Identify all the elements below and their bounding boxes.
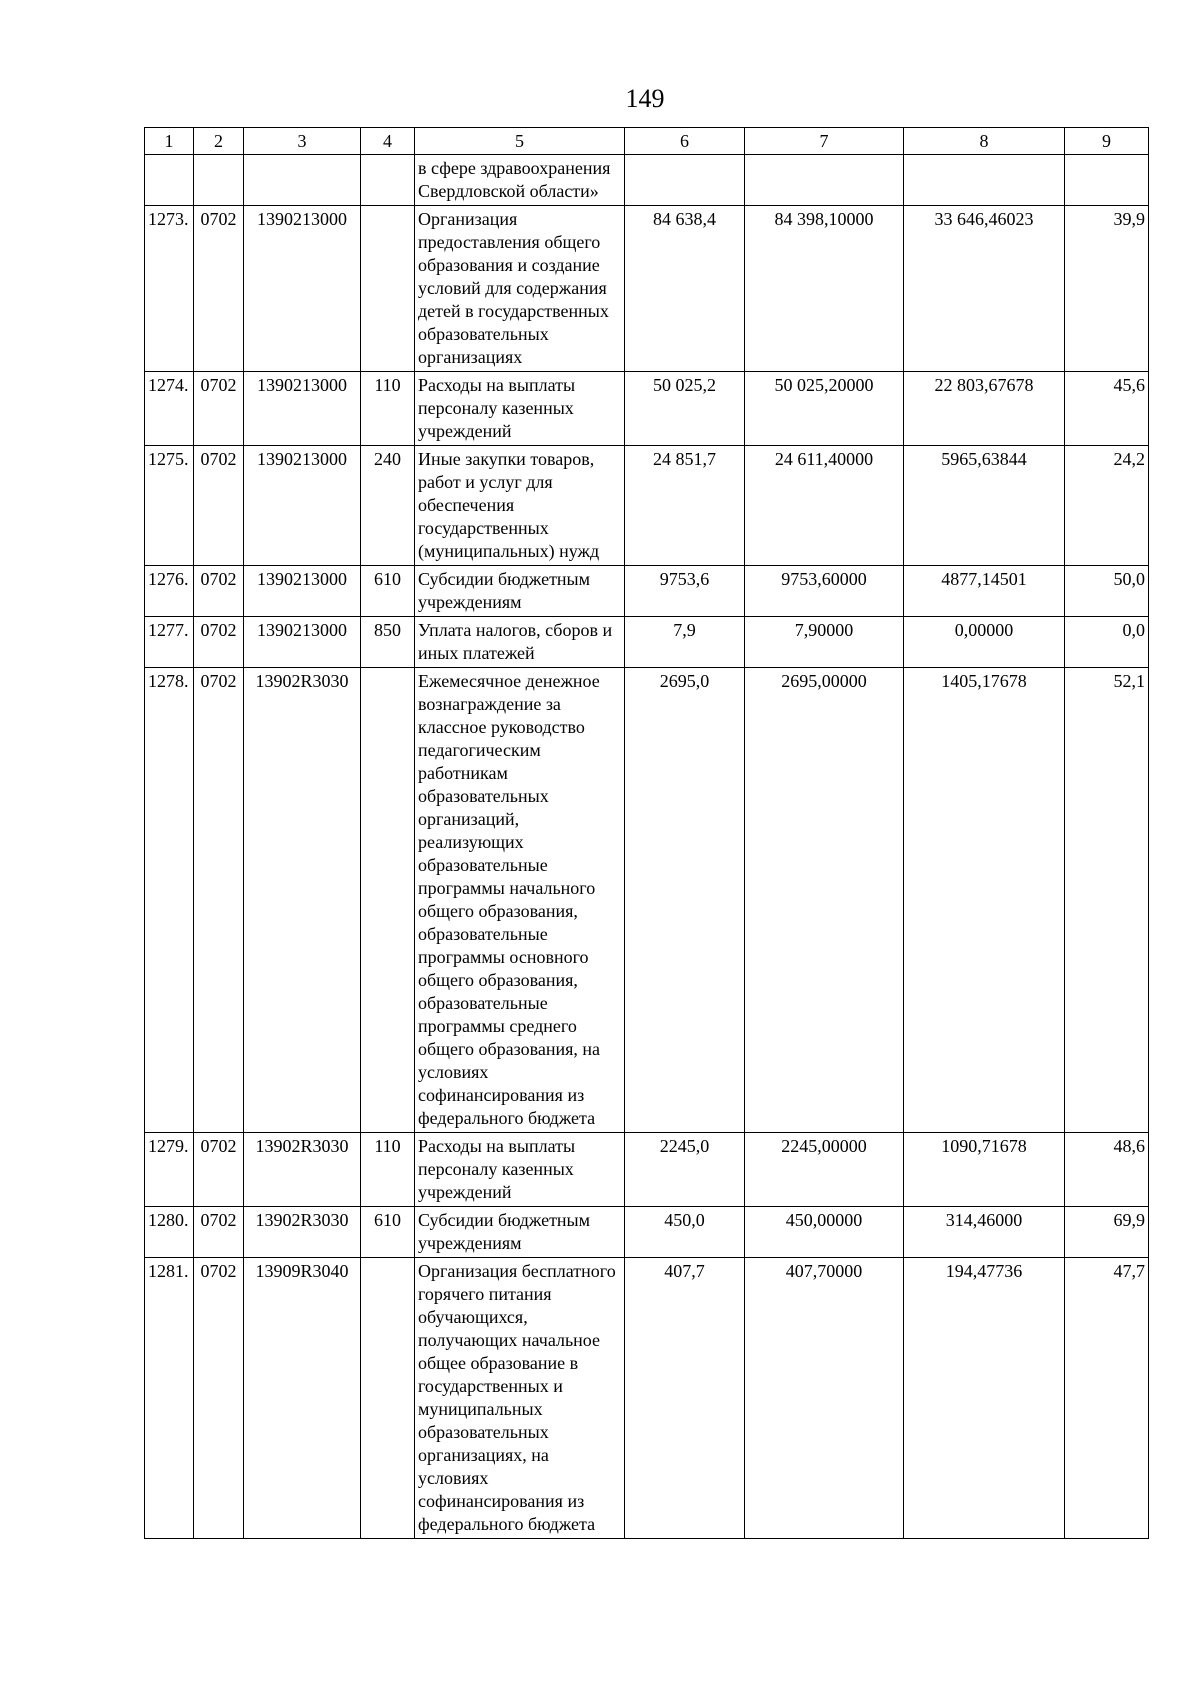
target-code: 13902R3030 xyxy=(244,668,361,1133)
header-cell: 1 xyxy=(145,128,194,155)
expense-type xyxy=(361,668,415,1133)
section-code: 0702 xyxy=(194,566,244,617)
percent: 39,9 xyxy=(1065,206,1149,372)
page-number: 149 xyxy=(625,84,665,113)
value-8: 5965,63844 xyxy=(904,446,1065,566)
expense-type: 610 xyxy=(361,1207,415,1258)
section-code: 0702 xyxy=(194,1258,244,1539)
percent: 0,0 xyxy=(1065,617,1149,668)
percent xyxy=(1065,155,1149,206)
target-code: 13902R3030 xyxy=(244,1133,361,1207)
target-code: 1390213000 xyxy=(244,446,361,566)
table-row xyxy=(145,1133,1149,1207)
expense-type xyxy=(361,1258,415,1539)
table-row xyxy=(145,446,1149,566)
percent: 52,1 xyxy=(1065,668,1149,1133)
value-7: 2695,00000 xyxy=(745,668,904,1133)
description: Иные закупки товаров, работ и услуг для обеспечения государственных (муниципальных) нужд xyxy=(415,446,625,566)
value-6: 407,7 xyxy=(625,1258,745,1539)
header-cell: 6 xyxy=(625,128,745,155)
table-row xyxy=(145,372,1149,446)
description: Организация бесплатного горячего питания обучающихся, получающих начальное общее образование в государственных и муниципальных образовательных организациях, на условиях софинансирования из федерального бюджета xyxy=(415,1258,625,1539)
value-6: 9753,6 xyxy=(625,566,745,617)
expense-type xyxy=(361,155,415,206)
value-8: 4877,14501 xyxy=(904,566,1065,617)
header-cell: 5 xyxy=(415,128,625,155)
table-row xyxy=(145,668,1149,1133)
expense-type xyxy=(361,206,415,372)
expense-type: 110 xyxy=(361,372,415,446)
description: Организация предоставления общего образования и создание условий для содержания детей в государственных образовательных организациях xyxy=(415,206,625,372)
value-8: 1090,71678 xyxy=(904,1133,1065,1207)
value-8: 0,00000 xyxy=(904,617,1065,668)
section-code: 0702 xyxy=(194,668,244,1133)
value-8: 22 803,67678 xyxy=(904,372,1065,446)
expense-type: 240 xyxy=(361,446,415,566)
target-code: 1390213000 xyxy=(244,372,361,446)
description: Уплата налогов, сборов и иных платежей xyxy=(415,617,625,668)
table-row xyxy=(145,1258,1149,1539)
value-6: 50 025,2 xyxy=(625,372,745,446)
value-8: 1405,17678 xyxy=(904,668,1065,1133)
header-cell: 9 xyxy=(1065,128,1149,155)
section-code: 0702 xyxy=(194,1133,244,1207)
target-code: 13909R3040 xyxy=(244,1258,361,1539)
value-7 xyxy=(745,155,904,206)
section-code: 0702 xyxy=(194,206,244,372)
value-8: 33 646,46023 xyxy=(904,206,1065,372)
table-row xyxy=(145,566,1149,617)
value-6 xyxy=(625,155,745,206)
header-cell: 3 xyxy=(244,128,361,155)
row-number: 1278. xyxy=(145,668,194,1133)
section-code: 0702 xyxy=(194,1207,244,1258)
value-6: 450,0 xyxy=(625,1207,745,1258)
header-row xyxy=(145,128,1149,155)
percent: 45,6 xyxy=(1065,372,1149,446)
percent: 47,7 xyxy=(1065,1258,1149,1539)
target-code: 1390213000 xyxy=(244,566,361,617)
section-code: 0702 xyxy=(194,372,244,446)
description: Ежемесячное денежное вознаграждение за классное руководство педагогическим работникам образовательных организаций, реализующих образовательные программы начального общего образования, образовательные программы основного общего образования, образовательные программы среднего общего образования, на условиях софинансирования из федерального бюджета xyxy=(415,668,625,1133)
value-7: 50 025,20000 xyxy=(745,372,904,446)
expense-type: 110 xyxy=(361,1133,415,1207)
target-code: 1390213000 xyxy=(244,206,361,372)
percent: 24,2 xyxy=(1065,446,1149,566)
value-7: 407,70000 xyxy=(745,1258,904,1539)
description: Расходы на выплаты персоналу казенных учреждений xyxy=(415,1133,625,1207)
description: Субсидии бюджетным учреждениям xyxy=(415,1207,625,1258)
table-row xyxy=(145,155,1149,206)
row-number: 1281. xyxy=(145,1258,194,1539)
header-cell: 4 xyxy=(361,128,415,155)
row-number: 1273. xyxy=(145,206,194,372)
header-cell: 7 xyxy=(745,128,904,155)
percent: 69,9 xyxy=(1065,1207,1149,1258)
description: Расходы на выплаты персоналу казенных учреждений xyxy=(415,372,625,446)
expense-type: 610 xyxy=(361,566,415,617)
table-row xyxy=(145,206,1149,372)
value-6: 2245,0 xyxy=(625,1133,745,1207)
value-8: 194,47736 xyxy=(904,1258,1065,1539)
section-code xyxy=(194,155,244,206)
value-7: 24 611,40000 xyxy=(745,446,904,566)
row-number: 1276. xyxy=(145,566,194,617)
target-code: 1390213000 xyxy=(244,617,361,668)
row-number: 1275. xyxy=(145,446,194,566)
value-7: 9753,60000 xyxy=(745,566,904,617)
target-code xyxy=(244,155,361,206)
value-8 xyxy=(904,155,1065,206)
value-7: 84 398,10000 xyxy=(745,206,904,372)
value-7: 450,00000 xyxy=(745,1207,904,1258)
percent: 48,6 xyxy=(1065,1133,1149,1207)
description: в сфере здравоохранения Свердловской области» xyxy=(415,155,625,206)
percent: 50,0 xyxy=(1065,566,1149,617)
value-7: 7,90000 xyxy=(745,617,904,668)
value-7: 2245,00000 xyxy=(745,1133,904,1207)
description: Субсидии бюджетным учреждениям xyxy=(415,566,625,617)
value-8: 314,46000 xyxy=(904,1207,1065,1258)
value-6: 7,9 xyxy=(625,617,745,668)
row-number: 1277. xyxy=(145,617,194,668)
section-code: 0702 xyxy=(194,446,244,566)
row-number: 1280. xyxy=(145,1207,194,1258)
expense-type: 850 xyxy=(361,617,415,668)
target-code: 13902R3030 xyxy=(244,1207,361,1258)
row-number: 1279. xyxy=(145,1133,194,1207)
row-number xyxy=(145,155,194,206)
value-6: 24 851,7 xyxy=(625,446,745,566)
row-number: 1274. xyxy=(145,372,194,446)
section-code: 0702 xyxy=(194,617,244,668)
header-cell: 2 xyxy=(194,128,244,155)
value-6: 2695,0 xyxy=(625,668,745,1133)
header-cell: 8 xyxy=(904,128,1065,155)
value-6: 84 638,4 xyxy=(625,206,745,372)
budget-table xyxy=(144,127,1149,1539)
table-row xyxy=(145,617,1149,668)
table-row xyxy=(145,1207,1149,1258)
